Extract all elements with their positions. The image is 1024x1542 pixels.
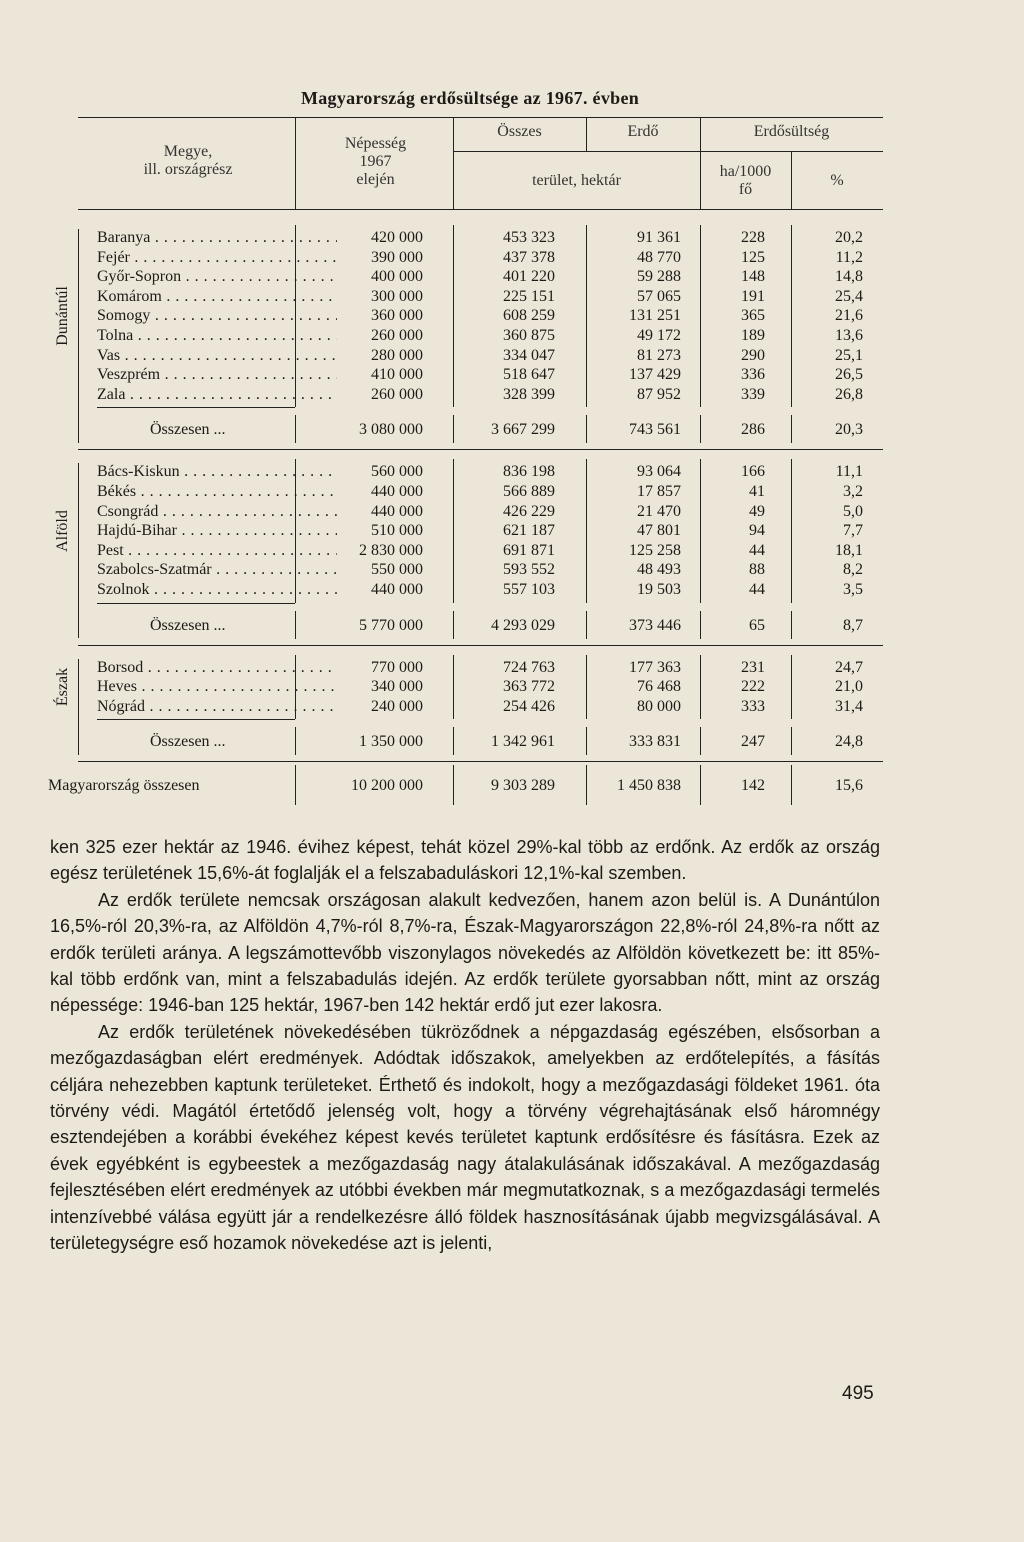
- col-rule: [791, 655, 792, 720]
- table-row-pct: 14,8: [835, 268, 863, 286]
- region-total-label: Összesen ...: [150, 733, 226, 751]
- grand-total-total: 9 303 289: [491, 777, 555, 795]
- table-row-pct: 18,1: [835, 541, 863, 559]
- row-group-rule: [97, 719, 295, 720]
- header-terulet: terület, hektár: [532, 172, 621, 189]
- table-row-name: Hajdú-Bihar . . .: [97, 522, 337, 540]
- table-row-name: Baranya . . .: [97, 229, 337, 247]
- table-row-name: Bács-Kiskun . . .: [97, 463, 337, 481]
- table-row-pop: 510 000: [371, 522, 423, 540]
- table-row-name: Borsod . . .: [97, 659, 337, 677]
- table-row-ha: 44: [749, 541, 765, 559]
- paragraph: ken 325 ezer hektár az 1946. évihez képest, tehát közel 29%-kal több az erdőnk. Az erdők az ország egész területének 15,6%-át foglalják el a felszabaduláskori 12,1%-kal szemben.: [50, 837, 880, 884]
- table-row-ha: 94: [749, 522, 765, 540]
- table-row-pct: 8,2: [843, 561, 863, 579]
- table-row-forest: 57 065: [637, 287, 681, 305]
- body-text: [50, 834, 880, 1257]
- col-rule: [453, 225, 454, 407]
- table-row-pct: 24,7: [835, 658, 863, 676]
- table-row-pct: 25,1: [835, 346, 863, 364]
- table-row-ha: 365: [741, 307, 765, 325]
- col-rule: [295, 655, 296, 720]
- table-row-ha: 231: [741, 658, 765, 676]
- table-top-rule: [78, 117, 883, 118]
- region-rule: [78, 229, 79, 443]
- grand-total-pop: 10 200 000: [351, 777, 423, 795]
- table-row-forest: 81 273: [637, 346, 681, 364]
- table-row-name: Zala . . .: [97, 386, 337, 404]
- table-row-name: Csongrád . . .: [97, 503, 337, 521]
- page-number: 495: [842, 1383, 874, 1404]
- col-rule: [586, 727, 587, 755]
- region-total-pct: 24,8: [835, 733, 863, 751]
- table-row-total: 691 871: [503, 541, 555, 559]
- grand-total-pct: 15,6: [835, 777, 863, 795]
- header-erdo: Erdő: [627, 123, 659, 140]
- col-rule: [700, 727, 701, 755]
- region-total-ha: 65: [749, 616, 765, 634]
- table-row-pct: 26,5: [835, 366, 863, 384]
- table-row-forest: 59 288: [637, 268, 681, 286]
- header-nepesseg: Népesség 1967 elején: [344, 135, 407, 188]
- table-row-total: 836 198: [503, 463, 555, 481]
- table-row-ha: 222: [741, 678, 765, 696]
- table-row-ha: 339: [741, 385, 765, 403]
- col-rule: [295, 459, 296, 602]
- region-total-pop: 5 770 000: [359, 616, 423, 634]
- grand-total-label: Magyarország összesen: [48, 777, 200, 795]
- region-total-pct: 20,3: [835, 421, 863, 439]
- table-row-name: Szolnok . . .: [97, 581, 337, 599]
- col-rule: [791, 459, 792, 602]
- table-row-pop: 240 000: [371, 697, 423, 715]
- table-row-forest: 91 361: [637, 229, 681, 246]
- table-row-ha: 44: [749, 581, 765, 598]
- region-total-label: Összesen ...: [150, 421, 226, 439]
- col-rule: [295, 225, 296, 407]
- table-row-forest: 17 857: [637, 483, 681, 500]
- col-rule: [586, 459, 587, 602]
- table-row-pop: 360 000: [371, 307, 423, 325]
- table-row-pct: 5,0: [843, 502, 863, 520]
- header-megye: Megye, ill. országrész: [143, 143, 233, 178]
- table-row-pop: 300 000: [371, 287, 423, 305]
- table-row-forest: 48 770: [637, 248, 681, 266]
- region-label-1: Alföld: [54, 510, 71, 552]
- grand-total-forest: 1 450 838: [617, 777, 681, 795]
- table-row-pop: 560 000: [371, 463, 423, 481]
- table-row-name: Győr-Sopron . . .: [97, 268, 337, 286]
- table-row-ha: 228: [741, 229, 765, 246]
- table-row-ha: 166: [741, 463, 765, 481]
- table-row-name: Veszprém . . .: [97, 366, 337, 384]
- col-rule: [586, 415, 587, 443]
- col-rule: [453, 415, 454, 443]
- col-rule: [586, 225, 587, 407]
- region-total-total: 1 342 961: [491, 733, 555, 751]
- table-row-pct: 11,1: [835, 463, 863, 481]
- region-total-ha: 247: [741, 733, 765, 751]
- header-pct: %: [830, 172, 844, 189]
- table-row-ha: 189: [741, 327, 765, 344]
- col-rule: [295, 765, 296, 805]
- header-col-rule: [295, 117, 296, 209]
- col-rule: [700, 655, 701, 720]
- table-row-total: 608 259: [503, 307, 555, 325]
- table-row-name: Somogy . . .: [97, 307, 337, 325]
- page-title: Magyarország erdősültsége az 1967. évben: [300, 88, 640, 108]
- col-rule: [453, 727, 454, 755]
- table-row-pop: 340 000: [371, 678, 423, 696]
- col-rule: [295, 415, 296, 443]
- table-row-pct: 31,4: [835, 697, 863, 715]
- table-row-forest: 21 470: [637, 502, 681, 520]
- table-row-ha: 49: [749, 502, 765, 520]
- region-total-forest: 373 446: [629, 616, 681, 634]
- region-total-pct: 8,7: [843, 616, 863, 634]
- table-row-total: 360 875: [503, 327, 555, 344]
- table-row-pct: 3,2: [843, 483, 863, 500]
- col-rule: [700, 225, 701, 407]
- col-rule: [453, 611, 454, 639]
- forest-table: [48, 117, 883, 822]
- col-rule: [586, 611, 587, 639]
- table-row-name: Heves . . .: [97, 678, 337, 696]
- table-row-total: 225 151: [503, 287, 555, 305]
- table-row-pop: 260 000: [371, 327, 423, 344]
- table-row-forest: 47 801: [637, 522, 681, 540]
- table-row-pct: 21,0: [835, 678, 863, 696]
- table-row-forest: 137 429: [629, 366, 681, 384]
- table-row-pct: 13,6: [835, 327, 863, 344]
- region-bottom-rule: [78, 645, 883, 646]
- table-row-total: 453 323: [503, 229, 555, 246]
- table-row-forest: 93 064: [637, 463, 681, 481]
- grand-total-ha: 142: [741, 777, 765, 795]
- table-row-ha: 88: [749, 561, 765, 579]
- col-rule: [791, 415, 792, 443]
- table-row-pct: 3,5: [843, 581, 863, 598]
- region-label-0: Dunántúl: [54, 286, 71, 346]
- table-row-forest: 177 363: [629, 658, 681, 676]
- table-row-name: Pest . . .: [97, 542, 337, 560]
- table-row-pct: 11,2: [835, 248, 863, 266]
- col-rule: [295, 611, 296, 639]
- table-row-pct: 20,2: [835, 229, 863, 246]
- table-row-total: 437 378: [503, 248, 555, 266]
- header-bottom-rule: [78, 209, 883, 210]
- col-rule: [791, 225, 792, 407]
- col-rule: [453, 459, 454, 602]
- header-osszes: Összes: [497, 123, 542, 140]
- row-group-rule: [97, 603, 295, 604]
- table-row-forest: 76 468: [637, 678, 681, 696]
- table-row-total: 724 763: [503, 658, 555, 676]
- table-row-total: 426 229: [503, 502, 555, 520]
- col-rule: [700, 611, 701, 639]
- table-row-ha: 191: [741, 287, 765, 305]
- region-bottom-rule: [78, 449, 883, 450]
- table-row-forest: 87 952: [637, 385, 681, 403]
- table-row-pop: 420 000: [371, 229, 423, 246]
- table-row-total: 593 552: [503, 561, 555, 579]
- table-row-name: Vas . . .: [97, 347, 337, 365]
- region-total-pop: 3 080 000: [359, 421, 423, 439]
- paragraph: Az erdők területe nemcsak országosan alakult kedvezően, hanem azon belül is. A Dunántúlon 16,5%-ról 20,3%-ra, az Alföldön 4,7%-ról 8,7%-ra, Észak-Magyarországon 22,8%-ról 24,8%-ra nőtt az erdők területi aránya. A legszámottevőbb viszonylagos növekedés az Alföldön következett be: itt 85%-kal több erdőnk van, mint a felszabadulás idején. Az erdők területe gyorsabban nőtt, mint az ország népessége: 1946-ban 125 hektár, 1967-ben 142 hektár erdő jut ezer lakosra.: [50, 889, 880, 1016]
- table-row-name: Nógrád . . .: [97, 698, 337, 716]
- table-row-name: Fejér . . .: [97, 249, 337, 267]
- table-row-pop: 440 000: [371, 483, 423, 500]
- col-rule: [700, 459, 701, 602]
- table-row-name: Békés . . .: [97, 483, 337, 501]
- table-row-total: 363 772: [503, 678, 555, 696]
- table-row-forest: 80 000: [637, 697, 681, 715]
- region-rule: [78, 463, 79, 638]
- table-row-total: 566 889: [503, 483, 555, 500]
- table-row-ha: 336: [741, 366, 765, 384]
- row-group-rule: [97, 407, 295, 408]
- table-row-pct: 25,4: [835, 287, 863, 305]
- region-bottom-rule: [78, 761, 883, 762]
- table-row-total: 334 047: [503, 346, 555, 364]
- col-rule: [586, 655, 587, 720]
- table-row-total: 254 426: [503, 697, 555, 715]
- header-ha1000: ha/1000 fő: [719, 163, 772, 198]
- paragraph: Az erdők területének növekedésében tükröződnek a népgazdaság egészében, elsősorban a mezőgazdaságban elért eredmények. Adódtak időszakok, amelyekben az erdőtelepítés, a fásítás céljára nehezebben kaptunk területeket. Érthető és indokolt, hogy a mezőgazdasági földeket 1961. óta törvény védi. Magától értetődő jelenség volt, hogy a törvény végrehajtásának első háromnégy esztendejében a korábbi évekéhez képest kevés területet kaptunk erdősítésre és fásításra. Ezek az évek egyébként is egybeestek a mezőgazdaság nagy átalakulásának időszakával. A mezőgazdaság fejlesztésében elért eredmények az utóbbi években már megmutatkoznak, s a mezőgazdasági termelés intenzívebbé válása együtt jár a rendelkezésre álló földek hasznosításának újabb megvizsgálásával. A területegységre eső hozamok növekedése azt is jelenti,: [50, 1021, 880, 1254]
- table-row-forest: 49 172: [637, 327, 681, 344]
- region-total-ha: 286: [741, 421, 765, 439]
- table-row-pop: 410 000: [371, 366, 423, 384]
- table-row-total: 557 103: [503, 581, 555, 598]
- table-row-total: 518 647: [503, 366, 555, 384]
- col-rule: [791, 765, 792, 805]
- table-row-ha: 148: [741, 268, 765, 286]
- table-row-ha: 333: [741, 697, 765, 715]
- table-row-pct: 26,8: [835, 385, 863, 403]
- region-total-forest: 333 831: [629, 733, 681, 751]
- table-row-pop: 2 830 000: [359, 541, 423, 559]
- table-row-pop: 280 000: [371, 346, 423, 364]
- region-total-total: 3 667 299: [491, 421, 555, 439]
- table-row-forest: 48 493: [637, 561, 681, 579]
- col-rule: [453, 765, 454, 805]
- col-rule: [586, 765, 587, 805]
- col-rule: [791, 727, 792, 755]
- header-erdosultseg: Erdősültség: [753, 123, 830, 140]
- table-row-pop: 550 000: [371, 561, 423, 579]
- col-rule: [700, 765, 701, 805]
- region-total-forest: 743 561: [629, 421, 681, 439]
- table-row-total: 401 220: [503, 268, 555, 286]
- region-label-2: Észak: [54, 667, 71, 707]
- table-row-pop: 260 000: [371, 385, 423, 403]
- table-row-name: Tolna . . .: [97, 327, 337, 345]
- table-row-pop: 770 000: [371, 658, 423, 676]
- table-row-forest: 19 503: [637, 581, 681, 598]
- col-rule: [791, 611, 792, 639]
- table-row-pop: 390 000: [371, 248, 423, 266]
- region-total-label: Összesen ...: [150, 616, 226, 634]
- table-row-pct: 21,6: [835, 307, 863, 325]
- region-total-total: 4 293 029: [491, 616, 555, 634]
- table-row-forest: 125 258: [629, 541, 681, 559]
- region-total-pop: 1 350 000: [359, 733, 423, 751]
- table-row-pop: 440 000: [371, 502, 423, 520]
- table-row-name: Komárom . . .: [97, 288, 337, 306]
- table-row-ha: 290: [741, 346, 765, 364]
- table-row-pop: 400 000: [371, 268, 423, 286]
- col-rule: [453, 655, 454, 720]
- region-rule: [78, 659, 79, 755]
- table-row-pct: 7,7: [843, 522, 863, 540]
- table-row-pop: 440 000: [371, 581, 423, 598]
- col-rule: [295, 727, 296, 755]
- table-row-name: Szabolcs-Szatmár . . .: [97, 561, 337, 579]
- table-row-ha: 125: [741, 248, 765, 266]
- table-row-total: 328 399: [503, 385, 555, 403]
- header-mid-rule: [453, 151, 883, 152]
- col-rule: [700, 415, 701, 443]
- table-row-forest: 131 251: [629, 307, 681, 325]
- table-row-ha: 41: [749, 483, 765, 500]
- table-row-total: 621 187: [503, 522, 555, 540]
